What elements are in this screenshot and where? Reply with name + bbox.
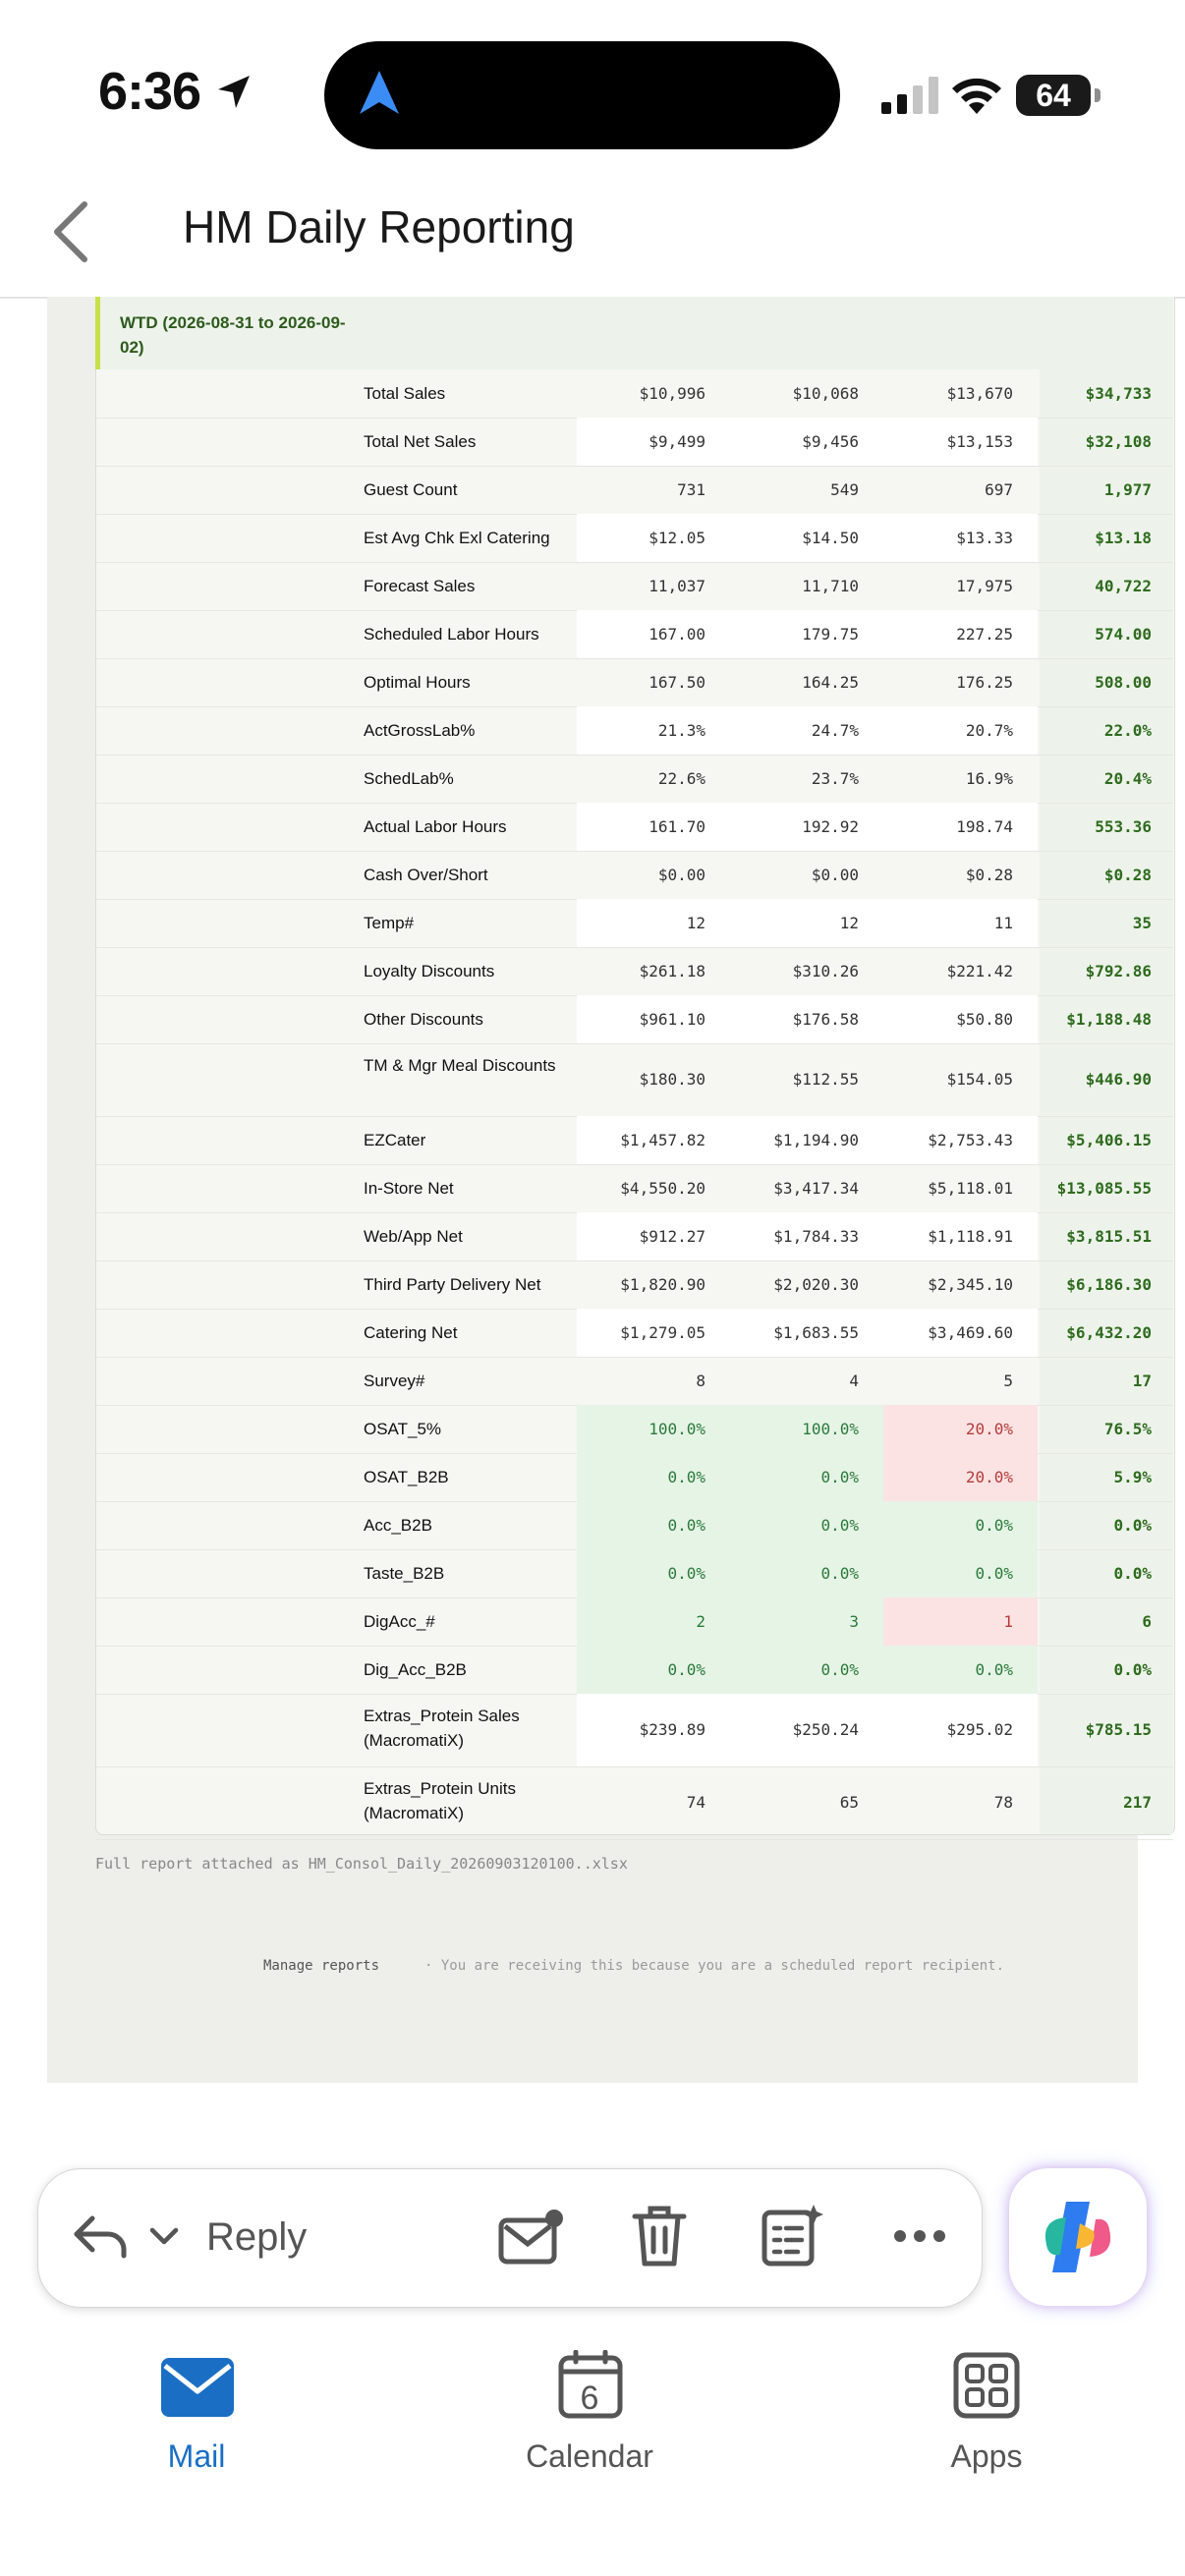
row-label: Temp# — [364, 914, 415, 932]
table-row — [95, 1453, 1173, 1502]
table-cell-value: $3,469.60 — [928, 1322, 1013, 1342]
table-cell-value: 21.3% — [657, 720, 705, 740]
row-total: 0.0% — [1113, 1515, 1152, 1535]
table-cell-value: $180.30 — [639, 1070, 705, 1089]
table-cell-value: $261.18 — [639, 961, 705, 980]
reply-icon[interactable] — [71, 2212, 130, 2262]
table-cell-value: 78 — [993, 1793, 1013, 1812]
row-label: Guest Count — [364, 480, 458, 499]
table-row — [95, 418, 1173, 467]
table-row — [95, 755, 1173, 804]
row-label: EZCater — [364, 1131, 426, 1149]
table-cell-value: 0.0% — [667, 1563, 705, 1583]
copilot-icon — [1037, 2198, 1119, 2276]
row-label: In-Store Net — [364, 1179, 454, 1198]
table-cell-value: $1,457.82 — [620, 1130, 705, 1149]
table-cell-value: 167.00 — [649, 624, 705, 644]
row-label: Dig_Acc_B2B — [364, 1660, 467, 1679]
row-label: Web/App Net — [364, 1227, 463, 1246]
table-cell-value: 167.50 — [649, 672, 705, 692]
table-cell-value: 20.0% — [965, 1419, 1013, 1438]
table-cell-value: 20.7% — [965, 720, 1013, 740]
row-label: Third Party Delivery Net — [364, 1275, 541, 1294]
table-cell-value: $10,068 — [792, 383, 859, 403]
status-time: 6:36 — [98, 62, 201, 121]
row-total: $6,186.30 — [1066, 1274, 1152, 1294]
tab-apps-label: Apps — [950, 2438, 1023, 2474]
table-cell-value: $4,550.20 — [620, 1178, 705, 1198]
row-total: 76.5% — [1103, 1419, 1152, 1438]
row-total: $792.86 — [1085, 961, 1152, 980]
table-row — [95, 851, 1173, 900]
row-total: 0.0% — [1113, 1563, 1152, 1583]
table-cell-value: $1,194.90 — [773, 1130, 859, 1149]
trash-icon[interactable] — [629, 2203, 690, 2269]
table-cell-value: 11,710 — [802, 576, 859, 595]
table-cell-value: $154.05 — [946, 1070, 1013, 1089]
table-cell-value: $2,753.43 — [928, 1130, 1013, 1149]
reply-button[interactable]: Reply — [206, 2215, 308, 2259]
table-cell-value: 11,037 — [649, 576, 705, 595]
table-cell-value: $295.02 — [946, 1720, 1013, 1739]
table-row — [95, 803, 1173, 852]
table-row — [95, 995, 1173, 1044]
cellular-signal-icon — [881, 77, 938, 116]
row-label: Other Discounts — [364, 1010, 483, 1029]
table-cell-value: $13,153 — [946, 431, 1013, 451]
page-title: HM Daily Reporting — [183, 201, 575, 252]
row-total: $32,108 — [1085, 431, 1152, 451]
table-cell-value: 24.7% — [811, 720, 859, 740]
row-total: $13.18 — [1095, 528, 1152, 547]
row-total: 22.0% — [1103, 720, 1152, 740]
table-row — [95, 1309, 1173, 1358]
row-total: 0.0% — [1113, 1659, 1152, 1679]
row-total: $13,085.55 — [1056, 1178, 1152, 1198]
row-label: Extras_Protein Units (MacromatiX) — [364, 1779, 516, 1822]
table-cell-value: $0.00 — [811, 865, 859, 884]
mark-unread-icon[interactable] — [497, 2207, 566, 2268]
table-row — [95, 1646, 1173, 1695]
table-cell-value: 0.0% — [975, 1659, 1013, 1679]
row-label: Survey# — [364, 1372, 425, 1390]
table-row — [95, 658, 1173, 707]
row-total: $446.90 — [1085, 1070, 1152, 1089]
table-cell-value: 1 — [1003, 1611, 1013, 1631]
table-cell-value: $0.00 — [657, 865, 705, 884]
row-label: Forecast Sales — [364, 577, 476, 595]
row-label: Acc_B2B — [364, 1516, 432, 1535]
row-total: 6 — [1142, 1611, 1152, 1631]
table-cell-value: 549 — [830, 479, 859, 499]
tab-mail-label: Mail — [167, 2438, 226, 2474]
row-label: Cash Over/Short — [364, 866, 488, 884]
row-total: 553.36 — [1095, 816, 1152, 836]
table-cell-value: 697 — [985, 479, 1013, 499]
ai-summary-icon[interactable] — [761, 2203, 825, 2268]
table-row — [95, 1549, 1173, 1598]
table-cell-value: 227.25 — [956, 624, 1013, 644]
table-cell-value: $3,417.34 — [773, 1178, 859, 1198]
row-label: TM & Mgr Meal Discounts — [364, 1056, 556, 1075]
table-cell-value: 0.0% — [667, 1467, 705, 1486]
table-cell-value: 0.0% — [975, 1563, 1013, 1583]
table-cell-value: 23.7% — [811, 768, 859, 788]
table-cell-value: $221.42 — [946, 961, 1013, 980]
table-cell-value: 161.70 — [649, 816, 705, 836]
tab-calendar-label: Calendar — [526, 2438, 653, 2474]
table-cell-value: $239.89 — [639, 1720, 705, 1739]
battery-tip — [1095, 88, 1100, 102]
table-row — [95, 514, 1173, 563]
row-label: Actual Labor Hours — [364, 817, 507, 836]
table-cell-value: 100.0% — [802, 1419, 859, 1438]
table-cell-value: 22.6% — [657, 768, 705, 788]
attachment-note: Full report attached as HM_Consol_Daily_20260903120100..xlsx — [95, 1855, 628, 1873]
row-label: Total Sales — [364, 384, 446, 403]
table-cell-value: 8 — [696, 1371, 705, 1390]
table-row — [95, 1116, 1173, 1165]
row-total: 17 — [1132, 1371, 1152, 1390]
row-total: 35 — [1132, 913, 1152, 932]
table-cell-value: 731 — [677, 479, 705, 499]
row-total: $3,815.51 — [1066, 1226, 1152, 1246]
row-total: $5,406.15 — [1066, 1130, 1152, 1149]
table-cell-value: $176.58 — [792, 1009, 859, 1029]
table-row — [95, 1501, 1173, 1550]
row-label: Extras_Protein Sales (MacromatiX) — [364, 1707, 520, 1750]
copilot-button[interactable] — [1009, 2168, 1147, 2306]
table-cell-value: $2,020.30 — [773, 1274, 859, 1294]
table-cell-value: 17,975 — [956, 576, 1013, 595]
table-cell-value: $14.50 — [802, 528, 859, 547]
table-cell-value: $9,499 — [649, 431, 705, 451]
table-row — [95, 1597, 1173, 1647]
wtd-label: WTD (2026-08-31 to 2026-09-02) — [120, 313, 346, 357]
table-cell-value: 100.0% — [649, 1419, 705, 1438]
row-total: $6,432.20 — [1066, 1322, 1152, 1342]
table-cell-value: $1,784.33 — [773, 1226, 859, 1246]
table-cell-value: 3 — [849, 1611, 859, 1631]
table-cell-value: $310.26 — [792, 961, 859, 980]
table-cell-value: $250.24 — [792, 1720, 859, 1739]
table-row — [95, 947, 1173, 996]
row-total: $1,188.48 — [1066, 1009, 1152, 1029]
table-cell-value: $112.55 — [792, 1070, 859, 1089]
table-row — [95, 1357, 1173, 1406]
row-total: 5.9% — [1113, 1467, 1152, 1486]
row-total: $785.15 — [1085, 1720, 1152, 1739]
table-cell-value: $961.10 — [639, 1009, 705, 1029]
row-total: 508.00 — [1095, 672, 1152, 692]
table-cell-value: 164.25 — [802, 672, 859, 692]
table-row — [95, 1260, 1173, 1310]
table-row — [95, 706, 1173, 756]
table-cell-value: 198.74 — [956, 816, 1013, 836]
table-cell-value: 2 — [696, 1611, 705, 1631]
table-cell-value: $13.33 — [956, 528, 1013, 547]
table-row — [95, 610, 1173, 659]
row-label: Scheduled Labor Hours — [364, 625, 539, 644]
row-total: 217 — [1123, 1793, 1152, 1812]
calendar-day: 6 — [580, 2380, 599, 2417]
row-label: Est Avg Chk Exl Catering — [364, 529, 550, 547]
table-cell-value: 0.0% — [820, 1467, 859, 1486]
row-label: Catering Net — [364, 1323, 458, 1342]
table-cell-value: $5,118.01 — [928, 1178, 1013, 1198]
more-options-icon[interactable] — [892, 2228, 947, 2244]
table-cell-value: $10,996 — [639, 383, 705, 403]
table-cell-value: 176.25 — [956, 672, 1013, 692]
row-label: ActGrossLab% — [364, 721, 476, 740]
table-row — [95, 1164, 1173, 1213]
table-cell-value: 0.0% — [667, 1515, 705, 1535]
battery-level: 64 — [1036, 78, 1071, 113]
mail-icon — [161, 2358, 234, 2417]
row-total: $0.28 — [1103, 865, 1152, 884]
table-cell-value: 192.92 — [802, 816, 859, 836]
table-cell-value: 0.0% — [975, 1515, 1013, 1535]
manage-reports-link[interactable]: Manage reports — [263, 1958, 380, 1974]
row-label: Taste_B2B — [364, 1564, 445, 1583]
table-cell-value: 0.0% — [820, 1563, 859, 1583]
back-chevron-icon[interactable] — [51, 200, 90, 263]
table-cell-value: $2,345.10 — [928, 1274, 1013, 1294]
table-cell-value: 179.75 — [802, 624, 859, 644]
table-cell-value: 0.0% — [667, 1659, 705, 1679]
table-row — [95, 899, 1173, 948]
location-arrow-icon — [214, 73, 254, 112]
table-cell-value: $1,279.05 — [620, 1322, 705, 1342]
table-cell-value: 0.0% — [820, 1659, 859, 1679]
table-row — [95, 466, 1173, 515]
row-label: Optimal Hours — [364, 673, 471, 692]
table-cell-value: $1,118.91 — [928, 1226, 1013, 1246]
table-cell-value: $1,683.55 — [773, 1322, 859, 1342]
apps-grid-icon — [953, 2352, 1020, 2419]
table-cell-value: 12 — [686, 913, 705, 932]
table-cell-value: $1,820.90 — [620, 1274, 705, 1294]
table-cell-value: 5 — [1003, 1371, 1013, 1390]
table-cell-value: 11 — [993, 913, 1013, 932]
table-cell-value: 74 — [686, 1793, 705, 1812]
table-row — [95, 369, 1173, 419]
table-row — [95, 1766, 1173, 1840]
table-cell-value: 4 — [849, 1371, 859, 1390]
wtd-accent-bar — [95, 297, 100, 369]
table-cell-value: 20.0% — [965, 1467, 1013, 1486]
table-row — [95, 1405, 1173, 1454]
table-cell-value: $912.27 — [639, 1226, 705, 1246]
table-cell-value: 65 — [839, 1793, 859, 1812]
table-cell-value: 0.0% — [820, 1515, 859, 1535]
row-total: 20.4% — [1103, 768, 1152, 788]
row-label: Total Net Sales — [364, 432, 477, 451]
row-label: SchedLab% — [364, 769, 454, 788]
table-row — [95, 562, 1173, 611]
chevron-down-icon[interactable] — [149, 2226, 179, 2248]
wifi-icon — [949, 73, 1004, 116]
table-cell-value: $13,670 — [946, 383, 1013, 403]
table-cell-value: $0.28 — [965, 865, 1013, 884]
table-cell-value: $9,456 — [802, 431, 859, 451]
row-total: 574.00 — [1095, 624, 1152, 644]
row-label: OSAT_5% — [364, 1420, 442, 1438]
table-cell-value: $50.80 — [956, 1009, 1013, 1029]
table-row — [95, 1043, 1173, 1117]
row-total: $34,733 — [1085, 383, 1152, 403]
table-row — [95, 1212, 1173, 1261]
row-total: 1,977 — [1103, 479, 1152, 499]
table-cell-value: 16.9% — [965, 768, 1013, 788]
recipient-note: · You are receiving this because you are a scheduled report recipient. — [424, 1958, 1005, 1974]
table-row — [95, 1694, 1173, 1767]
table-cell-value: $12.05 — [649, 528, 705, 547]
navigation-icon — [354, 69, 405, 118]
table-cell-value: 12 — [839, 913, 859, 932]
row-label: DigAcc_# — [364, 1612, 435, 1631]
row-total: 40,722 — [1095, 576, 1152, 595]
row-label: OSAT_B2B — [364, 1468, 449, 1486]
row-label: Loyalty Discounts — [364, 962, 495, 980]
